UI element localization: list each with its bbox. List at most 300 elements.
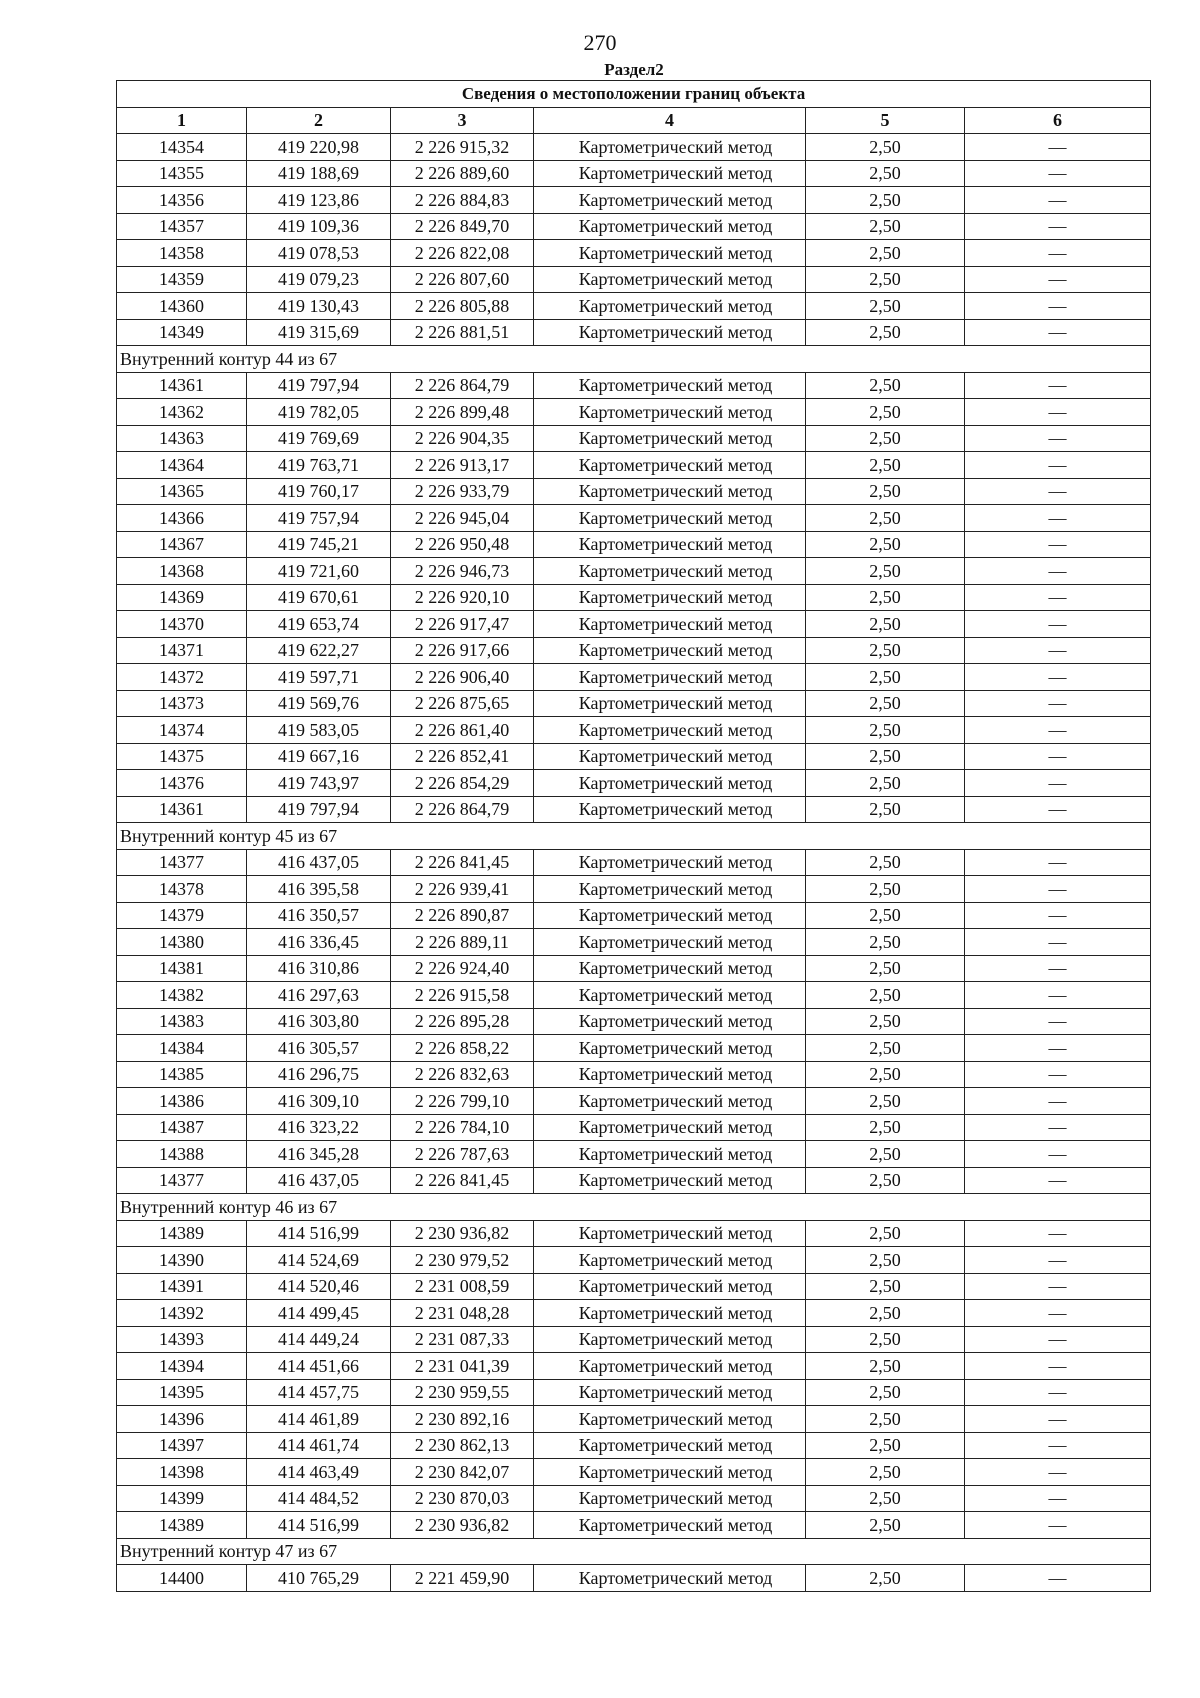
y-coordinate-cell: 2 226 854,29 <box>391 770 534 797</box>
x-coordinate-cell: 419 667,16 <box>247 743 391 770</box>
accuracy-cell: 2,50 <box>806 1353 965 1380</box>
point-number-cell: 14364 <box>117 452 247 479</box>
description-cell: — <box>965 1141 1151 1168</box>
y-coordinate-cell: 2 231 048,28 <box>391 1300 534 1327</box>
x-coordinate-cell: 414 520,46 <box>247 1273 391 1300</box>
description-cell: — <box>965 1326 1151 1353</box>
table-row <box>117 1512 1151 1539</box>
method-cell: Картометрический метод <box>534 1485 806 1512</box>
y-coordinate-cell: 2 230 842,07 <box>391 1459 534 1486</box>
y-coordinate-cell: 2 230 936,82 <box>391 1220 534 1247</box>
y-coordinate-cell: 2 226 915,32 <box>391 134 534 161</box>
table-row <box>117 160 1151 187</box>
description-cell: — <box>965 531 1151 558</box>
table-row <box>117 796 1151 823</box>
description-cell: — <box>965 796 1151 823</box>
point-number-cell: 14362 <box>117 399 247 426</box>
x-coordinate-cell: 419 760,17 <box>247 478 391 505</box>
x-coordinate-cell: 419 188,69 <box>247 160 391 187</box>
point-number-cell: 14360 <box>117 293 247 320</box>
description-cell: — <box>965 1220 1151 1247</box>
description-cell: — <box>965 1061 1151 1088</box>
x-coordinate-cell: 419 315,69 <box>247 319 391 346</box>
accuracy-cell: 2,50 <box>806 796 965 823</box>
method-cell: Картометрический метод <box>534 1035 806 1062</box>
y-coordinate-cell: 2 226 881,51 <box>391 319 534 346</box>
accuracy-cell: 2,50 <box>806 1485 965 1512</box>
y-coordinate-cell: 2 226 858,22 <box>391 1035 534 1062</box>
y-coordinate-cell: 2 226 890,87 <box>391 902 534 929</box>
accuracy-cell: 2,50 <box>806 1512 965 1539</box>
table-row <box>117 849 1151 876</box>
contour-label: Внутренний контур 46 из 67 <box>117 1194 1151 1221</box>
accuracy-cell: 2,50 <box>806 319 965 346</box>
x-coordinate-cell: 419 743,97 <box>247 770 391 797</box>
description-cell: — <box>965 955 1151 982</box>
table-row <box>117 1406 1151 1433</box>
method-cell: Картометрический метод <box>534 558 806 585</box>
y-coordinate-cell: 2 230 892,16 <box>391 1406 534 1433</box>
x-coordinate-cell: 414 484,52 <box>247 1485 391 1512</box>
table-caption-row <box>117 81 1151 108</box>
accuracy-cell: 2,50 <box>806 717 965 744</box>
point-number-cell: 14358 <box>117 240 247 267</box>
point-number-cell: 14394 <box>117 1353 247 1380</box>
description-cell: — <box>965 1008 1151 1035</box>
accuracy-cell: 2,50 <box>806 1247 965 1274</box>
description-cell: — <box>965 293 1151 320</box>
table-row <box>117 1220 1151 1247</box>
point-number-cell: 14397 <box>117 1432 247 1459</box>
description-cell: — <box>965 611 1151 638</box>
method-cell: Картометрический метод <box>534 425 806 452</box>
description-cell: — <box>965 452 1151 479</box>
x-coordinate-cell: 419 123,86 <box>247 187 391 214</box>
description-cell: — <box>965 160 1151 187</box>
page-number: 270 <box>583 30 617 55</box>
y-coordinate-cell: 2 226 841,45 <box>391 849 534 876</box>
point-number-cell: 14393 <box>117 1326 247 1353</box>
table-row <box>117 690 1151 717</box>
accuracy-cell: 2,50 <box>806 929 965 956</box>
x-coordinate-cell: 419 763,71 <box>247 452 391 479</box>
y-coordinate-cell: 2 230 936,82 <box>391 1512 534 1539</box>
point-number-cell: 14369 <box>117 584 247 611</box>
description-cell: — <box>965 187 1151 214</box>
point-number-cell: 14361 <box>117 796 247 823</box>
description-cell: — <box>965 664 1151 691</box>
point-number-cell: 14399 <box>117 1485 247 1512</box>
method-cell: Картометрический метод <box>534 1512 806 1539</box>
point-number-cell: 14375 <box>117 743 247 770</box>
column-number: 3 <box>391 107 534 134</box>
point-number-cell: 14383 <box>117 1008 247 1035</box>
accuracy-cell: 2,50 <box>806 399 965 426</box>
accuracy-cell: 2,50 <box>806 1432 965 1459</box>
method-cell: Картометрический метод <box>534 1326 806 1353</box>
accuracy-cell: 2,50 <box>806 1273 965 1300</box>
table-row <box>117 1088 1151 1115</box>
accuracy-cell: 2,50 <box>806 1565 965 1592</box>
accuracy-cell: 2,50 <box>806 902 965 929</box>
method-cell: Картометрический метод <box>534 717 806 744</box>
description-cell: — <box>965 1353 1151 1380</box>
table-row <box>117 213 1151 240</box>
accuracy-cell: 2,50 <box>806 1008 965 1035</box>
description-cell: — <box>965 1167 1151 1194</box>
y-coordinate-cell: 2 226 945,04 <box>391 505 534 532</box>
accuracy-cell: 2,50 <box>806 372 965 399</box>
method-cell: Картометрический метод <box>534 160 806 187</box>
point-number-cell: 14365 <box>117 478 247 505</box>
method-cell: Картометрический метод <box>534 1008 806 1035</box>
method-cell: Картометрический метод <box>534 1273 806 1300</box>
y-coordinate-cell: 2 226 861,40 <box>391 717 534 744</box>
y-coordinate-cell: 2 226 807,60 <box>391 266 534 293</box>
description-cell: — <box>965 478 1151 505</box>
table-row <box>117 558 1151 585</box>
point-number-cell: 14395 <box>117 1379 247 1406</box>
x-coordinate-cell: 419 769,69 <box>247 425 391 452</box>
method-cell: Картометрический метод <box>534 531 806 558</box>
point-number-cell: 14392 <box>117 1300 247 1327</box>
accuracy-cell: 2,50 <box>806 584 965 611</box>
table-row <box>117 1114 1151 1141</box>
method-cell: Картометрический метод <box>534 1353 806 1380</box>
point-number-cell: 14400 <box>117 1565 247 1592</box>
x-coordinate-cell: 410 765,29 <box>247 1565 391 1592</box>
table-row <box>117 876 1151 903</box>
table-row <box>117 187 1151 214</box>
contour-section-row <box>117 346 1151 373</box>
point-number-cell: 14398 <box>117 1459 247 1486</box>
table-row <box>117 717 1151 744</box>
method-cell: Картометрический метод <box>534 1114 806 1141</box>
accuracy-cell: 2,50 <box>806 452 965 479</box>
description-cell: — <box>965 1247 1151 1274</box>
description-cell: — <box>965 1379 1151 1406</box>
point-number-cell: 14377 <box>117 1167 247 1194</box>
description-cell: — <box>965 690 1151 717</box>
x-coordinate-cell: 414 461,89 <box>247 1406 391 1433</box>
table-row <box>117 1379 1151 1406</box>
description-cell: — <box>965 1485 1151 1512</box>
y-coordinate-cell: 2 226 849,70 <box>391 213 534 240</box>
accuracy-cell: 2,50 <box>806 1220 965 1247</box>
contour-label: Внутренний контур 47 из 67 <box>117 1538 1151 1565</box>
description-cell: — <box>965 134 1151 161</box>
x-coordinate-cell: 416 437,05 <box>247 849 391 876</box>
table-row <box>117 1485 1151 1512</box>
table-row <box>117 743 1151 770</box>
table-header <box>117 81 1151 134</box>
x-coordinate-cell: 416 350,57 <box>247 902 391 929</box>
table-row <box>117 1247 1151 1274</box>
table-row <box>117 134 1151 161</box>
method-cell: Картометрический метод <box>534 1220 806 1247</box>
y-coordinate-cell: 2 226 822,08 <box>391 240 534 267</box>
y-coordinate-cell: 2 226 917,66 <box>391 637 534 664</box>
y-coordinate-cell: 2 226 852,41 <box>391 743 534 770</box>
point-number-cell: 14368 <box>117 558 247 585</box>
y-coordinate-cell: 2 226 899,48 <box>391 399 534 426</box>
point-number-cell: 14356 <box>117 187 247 214</box>
y-coordinate-cell: 2 226 920,10 <box>391 584 534 611</box>
y-coordinate-cell: 2 226 939,41 <box>391 876 534 903</box>
description-cell: — <box>965 505 1151 532</box>
description-cell: — <box>965 240 1151 267</box>
table-row <box>117 240 1151 267</box>
method-cell: Картометрический метод <box>534 1459 806 1486</box>
accuracy-cell: 2,50 <box>806 1141 965 1168</box>
table-row <box>117 929 1151 956</box>
method-cell: Картометрический метод <box>534 690 806 717</box>
table-row <box>117 955 1151 982</box>
point-number-cell: 14391 <box>117 1273 247 1300</box>
column-number: 6 <box>965 107 1151 134</box>
description-cell: — <box>965 319 1151 346</box>
section-title: Раздел2 <box>604 60 664 79</box>
method-cell: Картометрический метод <box>534 240 806 267</box>
x-coordinate-cell: 419 653,74 <box>247 611 391 638</box>
accuracy-cell: 2,50 <box>806 425 965 452</box>
table-row <box>117 1008 1151 1035</box>
table-title: Сведения о местоположении границ объекта <box>117 81 1151 108</box>
table-row <box>117 266 1151 293</box>
point-number-cell: 14373 <box>117 690 247 717</box>
y-coordinate-cell: 2 226 889,11 <box>391 929 534 956</box>
description-cell: — <box>965 1432 1151 1459</box>
contour-section-row <box>117 823 1151 850</box>
method-cell: Картометрический метод <box>534 1300 806 1327</box>
x-coordinate-cell: 416 437,05 <box>247 1167 391 1194</box>
table-row <box>117 425 1151 452</box>
x-coordinate-cell: 419 757,94 <box>247 505 391 532</box>
x-coordinate-cell: 419 079,23 <box>247 266 391 293</box>
x-coordinate-cell: 416 323,22 <box>247 1114 391 1141</box>
x-coordinate-cell: 419 721,60 <box>247 558 391 585</box>
description-cell: — <box>965 717 1151 744</box>
y-coordinate-cell: 2 230 979,52 <box>391 1247 534 1274</box>
table-row <box>117 1432 1151 1459</box>
method-cell: Картометрический метод <box>534 187 806 214</box>
description-cell: — <box>965 1273 1151 1300</box>
point-number-cell: 14384 <box>117 1035 247 1062</box>
point-number-cell: 14379 <box>117 902 247 929</box>
description-cell: — <box>965 558 1151 585</box>
point-number-cell: 14366 <box>117 505 247 532</box>
point-number-cell: 14370 <box>117 611 247 638</box>
accuracy-cell: 2,50 <box>806 505 965 532</box>
point-number-cell: 14388 <box>117 1141 247 1168</box>
description-cell: — <box>965 1406 1151 1433</box>
method-cell: Картометрический метод <box>534 134 806 161</box>
method-cell: Картометрический метод <box>534 611 806 638</box>
y-coordinate-cell: 2 226 906,40 <box>391 664 534 691</box>
point-number-cell: 14389 <box>117 1512 247 1539</box>
x-coordinate-cell: 416 297,63 <box>247 982 391 1009</box>
y-coordinate-cell: 2 226 915,58 <box>391 982 534 1009</box>
x-coordinate-cell: 416 345,28 <box>247 1141 391 1168</box>
method-cell: Картометрический метод <box>534 929 806 956</box>
accuracy-cell: 2,50 <box>806 1114 965 1141</box>
point-number-cell: 14359 <box>117 266 247 293</box>
accuracy-cell: 2,50 <box>806 743 965 770</box>
accuracy-cell: 2,50 <box>806 849 965 876</box>
table-body <box>117 134 1151 1592</box>
y-coordinate-cell: 2 226 913,17 <box>391 452 534 479</box>
point-number-cell: 14372 <box>117 664 247 691</box>
boundary-coordinates-table <box>116 80 1151 1592</box>
point-number-cell: 14357 <box>117 213 247 240</box>
y-coordinate-cell: 2 221 459,90 <box>391 1565 534 1592</box>
column-number: 1 <box>117 107 247 134</box>
accuracy-cell: 2,50 <box>806 955 965 982</box>
point-number-cell: 14349 <box>117 319 247 346</box>
table-row <box>117 664 1151 691</box>
description-cell: — <box>965 1565 1151 1592</box>
x-coordinate-cell: 416 310,86 <box>247 955 391 982</box>
x-coordinate-cell: 419 597,71 <box>247 664 391 691</box>
x-coordinate-cell: 416 309,10 <box>247 1088 391 1115</box>
y-coordinate-cell: 2 226 924,40 <box>391 955 534 982</box>
x-coordinate-cell: 414 457,75 <box>247 1379 391 1406</box>
table-row <box>117 1459 1151 1486</box>
table-row <box>117 372 1151 399</box>
accuracy-cell: 2,50 <box>806 478 965 505</box>
table-row <box>117 1565 1151 1592</box>
point-number-cell: 14363 <box>117 425 247 452</box>
y-coordinate-cell: 2 226 889,60 <box>391 160 534 187</box>
accuracy-cell: 2,50 <box>806 664 965 691</box>
y-coordinate-cell: 2 226 841,45 <box>391 1167 534 1194</box>
table-row <box>117 1035 1151 1062</box>
accuracy-cell: 2,50 <box>806 690 965 717</box>
x-coordinate-cell: 416 296,75 <box>247 1061 391 1088</box>
x-coordinate-cell: 419 782,05 <box>247 399 391 426</box>
method-cell: Картометрический метод <box>534 478 806 505</box>
method-cell: Картометрический метод <box>534 1406 806 1433</box>
y-coordinate-cell: 2 231 008,59 <box>391 1273 534 1300</box>
table-row <box>117 452 1151 479</box>
accuracy-cell: 2,50 <box>806 293 965 320</box>
x-coordinate-cell: 414 524,69 <box>247 1247 391 1274</box>
table-row <box>117 611 1151 638</box>
method-cell: Картометрический метод <box>534 1565 806 1592</box>
accuracy-cell: 2,50 <box>806 213 965 240</box>
description-cell: — <box>965 1114 1151 1141</box>
y-coordinate-cell: 2 226 875,65 <box>391 690 534 717</box>
method-cell: Картометрический метод <box>534 213 806 240</box>
table-row <box>117 293 1151 320</box>
x-coordinate-cell: 419 622,27 <box>247 637 391 664</box>
method-cell: Картометрический метод <box>534 1247 806 1274</box>
accuracy-cell: 2,50 <box>806 1061 965 1088</box>
y-coordinate-cell: 2 231 041,39 <box>391 1353 534 1380</box>
table-row <box>117 1061 1151 1088</box>
x-coordinate-cell: 419 797,94 <box>247 372 391 399</box>
x-coordinate-cell: 419 670,61 <box>247 584 391 611</box>
point-number-cell: 14386 <box>117 1088 247 1115</box>
method-cell: Картометрический метод <box>534 399 806 426</box>
table-row <box>117 505 1151 532</box>
table-row <box>117 902 1151 929</box>
table-row <box>117 399 1151 426</box>
description-cell: — <box>965 1512 1151 1539</box>
point-number-cell: 14385 <box>117 1061 247 1088</box>
x-coordinate-cell: 416 303,80 <box>247 1008 391 1035</box>
description-cell: — <box>965 584 1151 611</box>
point-number-cell: 14374 <box>117 717 247 744</box>
y-coordinate-cell: 2 226 832,63 <box>391 1061 534 1088</box>
y-coordinate-cell: 2 226 895,28 <box>391 1008 534 1035</box>
method-cell: Картометрический метод <box>534 902 806 929</box>
accuracy-cell: 2,50 <box>806 134 965 161</box>
point-number-cell: 14367 <box>117 531 247 558</box>
accuracy-cell: 2,50 <box>806 1035 965 1062</box>
y-coordinate-cell: 2 226 917,47 <box>391 611 534 638</box>
accuracy-cell: 2,50 <box>806 876 965 903</box>
method-cell: Картометрический метод <box>534 372 806 399</box>
accuracy-cell: 2,50 <box>806 1459 965 1486</box>
table-row <box>117 319 1151 346</box>
method-cell: Картометрический метод <box>534 584 806 611</box>
method-cell: Картометрический метод <box>534 1141 806 1168</box>
accuracy-cell: 2,50 <box>806 1300 965 1327</box>
table-row <box>117 1300 1151 1327</box>
method-cell: Картометрический метод <box>534 1379 806 1406</box>
contour-label: Внутренний контур 44 из 67 <box>117 346 1151 373</box>
point-number-cell: 14361 <box>117 372 247 399</box>
description-cell: — <box>965 929 1151 956</box>
y-coordinate-cell: 2 226 950,48 <box>391 531 534 558</box>
column-number: 5 <box>806 107 965 134</box>
method-cell: Картометрический метод <box>534 319 806 346</box>
y-coordinate-cell: 2 230 959,55 <box>391 1379 534 1406</box>
method-cell: Картометрический метод <box>534 1167 806 1194</box>
method-cell: Картометрический метод <box>534 876 806 903</box>
x-coordinate-cell: 419 220,98 <box>247 134 391 161</box>
contour-section-row <box>117 1538 1151 1565</box>
method-cell: Картометрический метод <box>534 743 806 770</box>
table-row <box>117 1353 1151 1380</box>
x-coordinate-cell: 419 078,53 <box>247 240 391 267</box>
x-coordinate-cell: 419 130,43 <box>247 293 391 320</box>
method-cell: Картометрический метод <box>534 796 806 823</box>
x-coordinate-cell: 414 516,99 <box>247 1512 391 1539</box>
description-cell: — <box>965 637 1151 664</box>
x-coordinate-cell: 419 745,21 <box>247 531 391 558</box>
description-cell: — <box>965 399 1151 426</box>
table-row <box>117 1273 1151 1300</box>
accuracy-cell: 2,50 <box>806 558 965 585</box>
description-cell: — <box>965 1088 1151 1115</box>
column-number-row <box>117 107 1151 134</box>
y-coordinate-cell: 2 226 933,79 <box>391 478 534 505</box>
y-coordinate-cell: 2 226 864,79 <box>391 372 534 399</box>
point-number-cell: 14380 <box>117 929 247 956</box>
table-row <box>117 1326 1151 1353</box>
x-coordinate-cell: 419 583,05 <box>247 717 391 744</box>
x-coordinate-cell: 414 461,74 <box>247 1432 391 1459</box>
description-cell: — <box>965 770 1151 797</box>
method-cell: Картометрический метод <box>534 1061 806 1088</box>
table-row <box>117 1141 1151 1168</box>
x-coordinate-cell: 419 569,76 <box>247 690 391 717</box>
point-number-cell: 14371 <box>117 637 247 664</box>
method-cell: Картометрический метод <box>534 849 806 876</box>
accuracy-cell: 2,50 <box>806 160 965 187</box>
